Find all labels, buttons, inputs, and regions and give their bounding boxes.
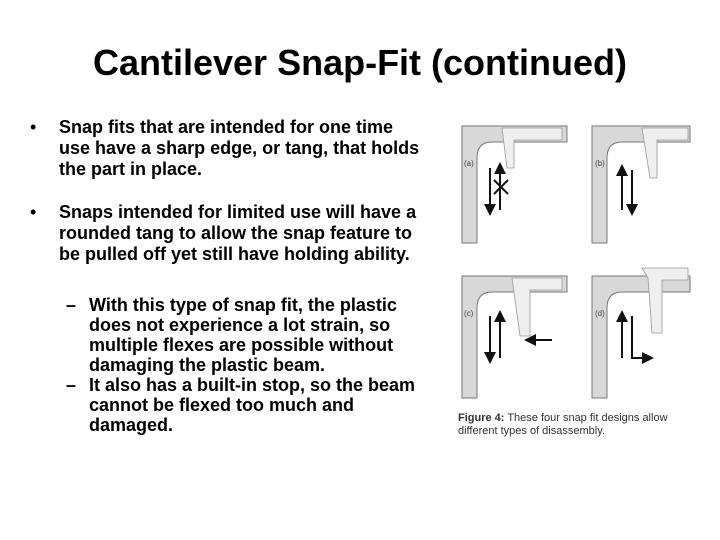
panel-d-housing: [592, 276, 690, 398]
caption-label: Figure 4:: [458, 412, 505, 424]
panel-d-label: (d): [595, 309, 605, 318]
bullet-text: Snaps intended for limited use will have a rounded tang to allow the snap feature to be pulled off yet still have holding ability.: [59, 202, 417, 264]
panel-a-label: (a): [464, 159, 474, 168]
panel-c-part: [512, 278, 562, 336]
panel-a-housing: [462, 126, 567, 243]
panel-a-part: [502, 128, 562, 168]
panel-d-arrow-l: [632, 316, 648, 358]
panel-d-part: [642, 268, 688, 333]
sub-bullet-text: With this type of snap fit, the plastic does not experience a lot strain, so multiple flexes are possible without damaging the plastic beam.: [89, 295, 397, 375]
sub-bullet-list: [30, 295, 420, 435]
sub-bullet-marker: –: [66, 375, 77, 395]
panel-c: [462, 276, 567, 398]
sub-bullet-item: [59, 375, 420, 435]
sub-bullet-marker: –: [66, 295, 77, 315]
panel-b-label: (b): [595, 159, 605, 168]
panel-c-label: (c): [464, 309, 474, 318]
panel-d: [592, 268, 690, 398]
panel-b: [592, 126, 690, 243]
snap-fit-diagram: [452, 118, 700, 444]
sub-bullet-text: It also has a built-in stop, so the beam cannot be flexed too much and damaged.: [89, 375, 416, 435]
bullet-item: [30, 117, 420, 180]
bullet-list: [30, 117, 420, 435]
bullet-text: Snap fits that are intended for one time use have a sharp edge, or tang, that holds the part in place.: [59, 117, 420, 179]
bullet-marker: •: [30, 202, 37, 222]
bullet-marker: •: [30, 117, 37, 137]
bullet-item: [30, 202, 420, 265]
snap-fit-figure: [452, 118, 700, 444]
panel-b-part: [642, 128, 688, 178]
figure-caption: [458, 412, 698, 438]
panel-a: [462, 126, 567, 243]
sub-bullet-item: [59, 295, 420, 375]
slide-title: Cantilever Snap-Fit (continued): [92, 42, 628, 83]
caption-text: These four snap fit designs allow different types of disassembly.: [458, 412, 668, 437]
panel-b-housing: [592, 126, 690, 243]
